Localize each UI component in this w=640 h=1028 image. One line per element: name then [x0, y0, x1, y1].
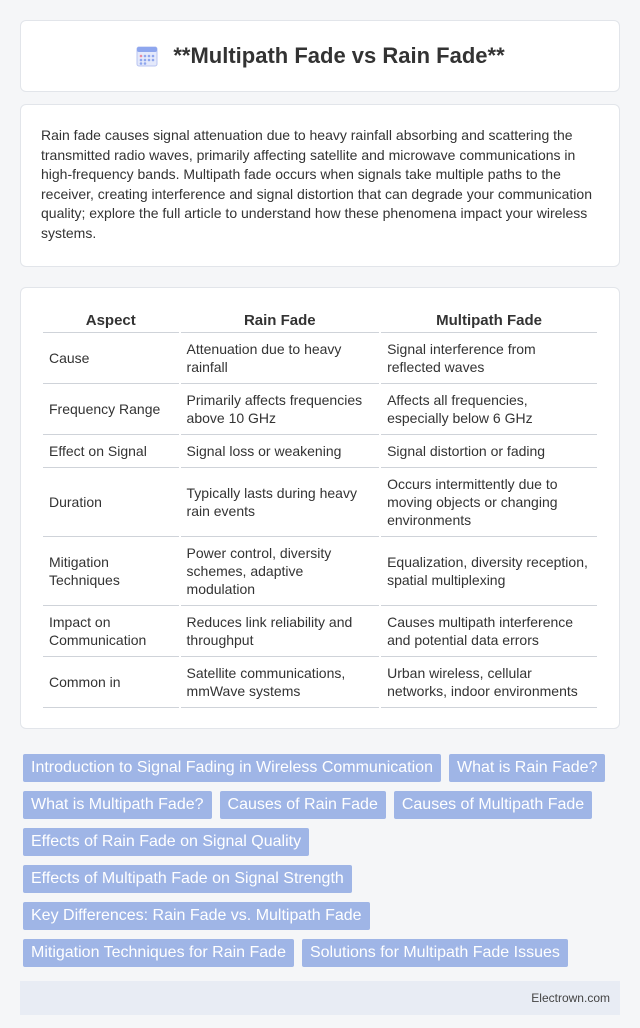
header-rain-fade: Rain Fade	[181, 308, 380, 333]
table-row	[43, 537, 597, 606]
table-row	[43, 333, 597, 384]
topic-tags	[20, 754, 620, 967]
calendar-grid-icon	[135, 44, 159, 68]
tag-mitigation-rain-fade[interactable]: Mitigation Techniques for Rain Fade	[23, 939, 294, 967]
cell-multipath-fade: Affects all frequencies, especially below 6 GHz	[381, 384, 597, 435]
tag-effects-multipath-fade[interactable]: Effects of Multipath Fade on Signal Strength	[23, 865, 352, 893]
table-row	[43, 657, 597, 708]
cell-multipath-fade: Causes multipath interference and potential data errors	[381, 606, 597, 657]
tag-causes-rain-fade[interactable]: Causes of Rain Fade	[220, 791, 386, 819]
header-multipath-fade: Multipath Fade	[381, 308, 597, 333]
intro-paragraph: Rain fade causes signal attenuation due to heavy rainfall absorbing and scattering the transmitted radio waves, primarily affecting satellite and microwave communications in high-frequency bands. Multipath fade occurs when signals take multiple paths to the receiver, creating interference and signal distortion that can degrade your communication quality; explore the full article to understand how these phenomena impact your wireless systems.	[41, 127, 592, 241]
cell-rain-fade: Attenuation due to heavy rainfall	[181, 333, 380, 384]
table-row	[43, 606, 597, 657]
header-aspect: Aspect	[43, 308, 179, 333]
cell-aspect: Impact on Communication	[43, 606, 179, 657]
cell-rain-fade: Signal loss or weakening	[181, 435, 380, 468]
table-header-row	[43, 308, 597, 333]
cell-multipath-fade: Signal interference from reflected waves	[381, 333, 597, 384]
tag-introduction[interactable]: Introduction to Signal Fading in Wireless Communication	[23, 754, 441, 782]
cell-rain-fade: Power control, diversity schemes, adaptive modulation	[181, 537, 380, 606]
cell-aspect: Common in	[43, 657, 179, 708]
cell-multipath-fade: Urban wireless, cellular networks, indoor environments	[381, 657, 597, 708]
cell-multipath-fade: Signal distortion or fading	[381, 435, 597, 468]
footer-brand: Electrown.com	[531, 990, 610, 1005]
cell-aspect: Mitigation Techniques	[43, 537, 179, 606]
tag-key-differences[interactable]: Key Differences: Rain Fade vs. Multipath Fade	[23, 902, 370, 930]
cell-aspect: Cause	[43, 333, 179, 384]
cell-aspect: Duration	[43, 468, 179, 537]
comparison-table	[41, 308, 599, 708]
cell-rain-fade: Reduces link reliability and throughput	[181, 606, 380, 657]
comparison-table-card	[20, 287, 620, 729]
intro-card	[20, 104, 620, 267]
cell-aspect: Effect on Signal	[43, 435, 179, 468]
cell-rain-fade: Typically lasts during heavy rain events	[181, 468, 380, 537]
table-row	[43, 435, 597, 468]
tag-solutions-multipath-fade[interactable]: Solutions for Multipath Fade Issues	[302, 939, 568, 967]
cell-rain-fade: Primarily affects frequencies above 10 GHz	[181, 384, 380, 435]
cell-multipath-fade: Occurs intermittently due to moving objects or changing environments	[381, 468, 597, 537]
title-card	[20, 20, 620, 92]
cell-aspect: Frequency Range	[43, 384, 179, 435]
tag-what-is-rain-fade[interactable]: What is Rain Fade?	[449, 754, 606, 782]
footer	[20, 981, 620, 1015]
cell-rain-fade: Satellite communications, mmWave systems	[181, 657, 380, 708]
page-title: **Multipath Fade vs Rain Fade**	[173, 43, 505, 68]
table-row	[43, 468, 597, 537]
tag-what-is-multipath-fade[interactable]: What is Multipath Fade?	[23, 791, 212, 819]
tag-effects-rain-fade[interactable]: Effects of Rain Fade on Signal Quality	[23, 828, 309, 856]
cell-multipath-fade: Equalization, diversity reception, spatial multiplexing	[381, 537, 597, 606]
table-row	[43, 384, 597, 435]
tag-causes-multipath-fade[interactable]: Causes of Multipath Fade	[394, 791, 592, 819]
